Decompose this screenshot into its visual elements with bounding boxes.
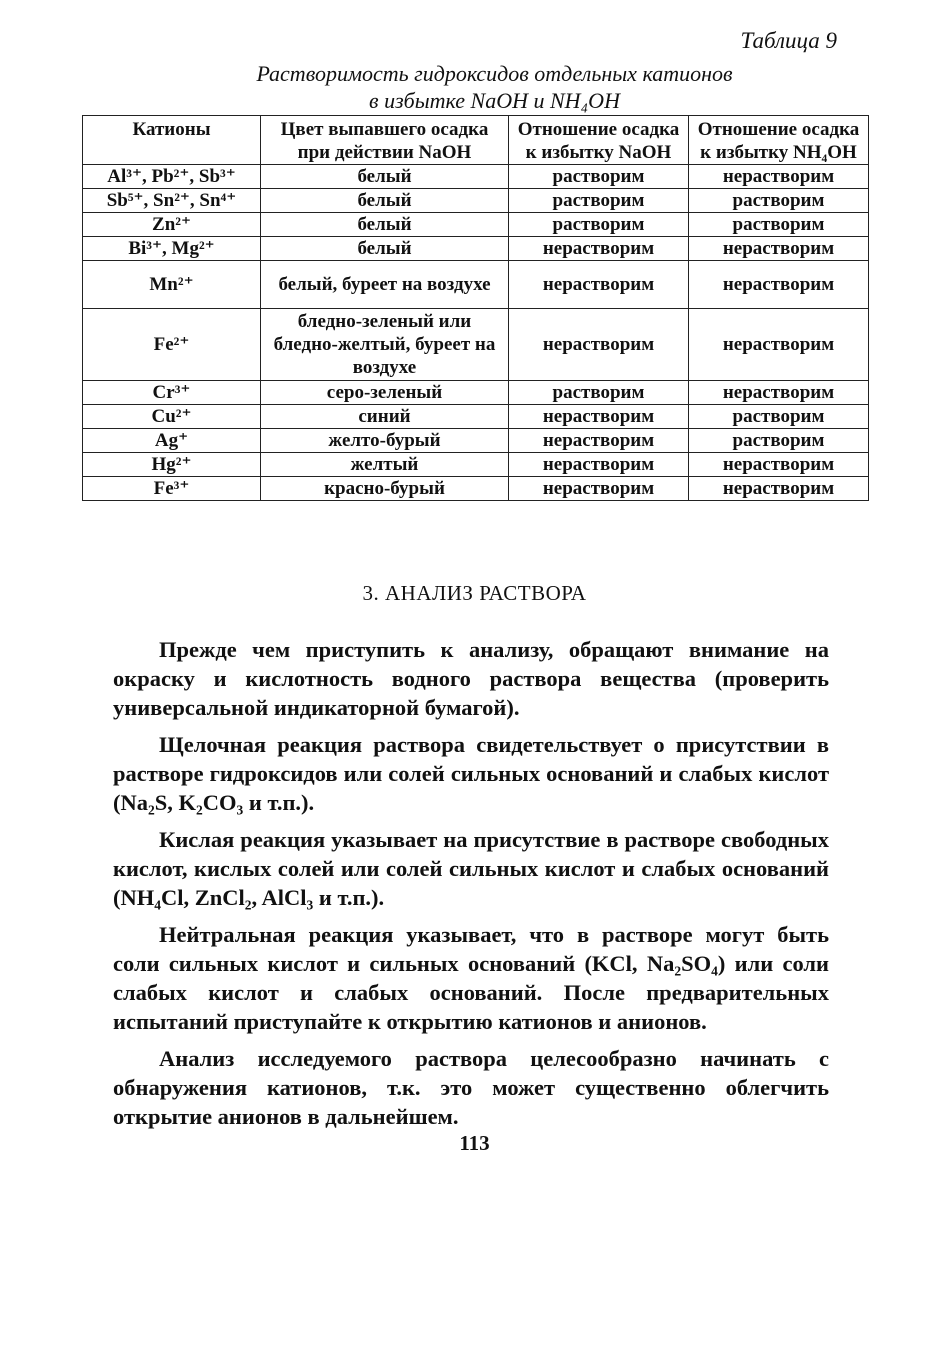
cell-color: белый, буреет на воздухе [261,261,509,309]
cell-naoh: растворим [509,165,689,189]
cell-cations: Bi³⁺, Mg²⁺ [83,237,261,261]
cell-nh4oh: нерастворим [689,309,869,381]
table-row [83,165,869,189]
cell-cations: Zn²⁺ [83,213,261,237]
body-text [113,635,829,1139]
paragraph: Щелочная реакция раствора свидетельствует о присутствии в растворе гидроксидов или солей сильных оснований и слабых кислот (Na₂S, K₂CO₃ и т.п.). [113,732,829,815]
caption-line: в избытке NaOH и NH₄OH [369,88,620,113]
table-row [83,405,869,429]
cell-nh4oh: нерастворим [689,453,869,477]
paragraph: Нейтральная реакция указывает, что в растворе могут быть соли сильных кислот и сильных оснований (KCl, Na₂SO₄) или соли слабых кислот и слабых оснований. После предварительных испытаний приступайте к открытию катионов и анионов. [113,922,829,1034]
cell-naoh: нерастворим [509,429,689,453]
table-row [83,477,869,501]
cell-color: серо-зеленый [261,381,509,405]
cell-color: желтый [261,453,509,477]
cell-naoh: нерастворим [509,309,689,381]
table-row [83,381,869,405]
cell-naoh: нерастворим [509,405,689,429]
cell-color: белый [261,165,509,189]
header-naoh-excess: Отношение осадка к избытку NaOH [509,116,689,165]
paragraph: Прежде чем приступить к анализу, обращают внимание на окраску и кислотность водного раствора вещества (проверить универсальной индикаторной бумагой). [113,637,829,720]
table-row [83,453,869,477]
header-cations: Катионы [83,116,261,165]
table-row [83,213,869,237]
cell-color: белый [261,237,509,261]
table-row [83,261,869,309]
cell-naoh: нерастворим [509,261,689,309]
table-row [83,309,869,381]
paragraph: Кислая реакция указывает на присутствие в растворе свободных кислот, кислых солей или солей сильных кислот и слабых оснований (NH₄Cl, ZnCl₂, AlCl₃ и т.п.). [113,827,829,910]
cell-cations: Ag⁺ [83,429,261,453]
table-header-row [83,116,869,165]
cell-nh4oh: нерастворим [689,237,869,261]
table-row [83,429,869,453]
cell-nh4oh: растворим [689,405,869,429]
paragraph: Анализ исследуемого раствора целесообразно начинать с обнаружения катионов, т.к. это может существенно облегчить открытие анионов в дальнейшем. [113,1046,829,1129]
cell-naoh: растворим [509,381,689,405]
cell-cations: Fe³⁺ [83,477,261,501]
cell-naoh: нерастворим [509,453,689,477]
cell-color: бледно-зеленый или бледно-желтый, буреет на воздухе [261,309,509,381]
cell-naoh: растворим [509,213,689,237]
cell-naoh: нерастворим [509,237,689,261]
cell-nh4oh: нерастворим [689,381,869,405]
cell-cations: Sb⁵⁺, Sn²⁺, Sn⁴⁺ [83,189,261,213]
solubility-table [82,115,869,501]
cell-color: красно-бурый [261,477,509,501]
page-number: 113 [459,1131,490,1155]
cell-nh4oh: нерастворим [689,477,869,501]
cell-cations: Mn²⁺ [83,261,261,309]
cell-color: белый [261,189,509,213]
cell-color: желто-бурый [261,429,509,453]
cell-nh4oh: растворим [689,189,869,213]
caption-line: Растворимость гидроксидов отдельных катионов [256,61,733,86]
cell-nh4oh: нерастворим [689,165,869,189]
cell-cations: Al³⁺, Pb²⁺, Sb³⁺ [83,165,261,189]
table-caption [0,60,949,114]
cell-color: белый [261,213,509,237]
cell-cations: Cr³⁺ [83,381,261,405]
cell-cations: Hg²⁺ [83,453,261,477]
section-title: 3. АНАЛИЗ РАСТВОРА [362,581,587,605]
cell-cations: Cu²⁺ [83,405,261,429]
cell-nh4oh: растворим [689,213,869,237]
cell-cations: Fe²⁺ [83,309,261,381]
cell-naoh: растворим [509,189,689,213]
table-row [83,237,869,261]
cell-nh4oh: нерастворим [689,261,869,309]
table-row [83,189,869,213]
header-nh4oh-excess: Отношение осадка к избытку NH₄OH [689,116,869,165]
cell-naoh: нерастворим [509,477,689,501]
header-precipitate-color: Цвет выпавшего осадка при действии NaOH [261,116,509,165]
cell-color: синий [261,405,509,429]
cell-nh4oh: растворим [689,429,869,453]
table-number: Таблица 9 [740,28,837,53]
